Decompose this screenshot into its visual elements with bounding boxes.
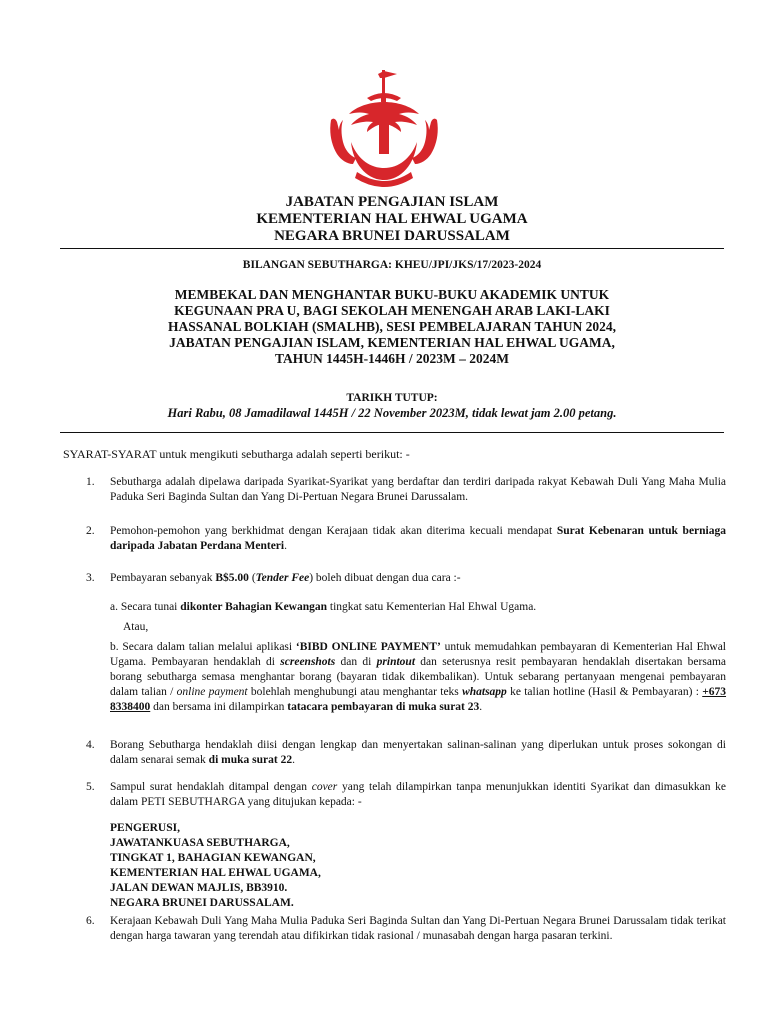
title-line: TAHUN 1445H-1446H / 2023M – 2024M (274, 351, 510, 366)
address-line: JAWATANKUASA SEBUTHARGA, (110, 837, 290, 849)
address-line: PENGERUSI, (110, 822, 180, 834)
brunei-crest-icon (323, 68, 445, 190)
closing-date-label: TARIKH TUTUP: (346, 392, 438, 404)
item-text: Pemohon-pemohon yang berkhidmat dengan Kerajaan tidak akan diterima kecuali mendapat Surat Kebenaran untuk berniaga daripada Jabatan Perdana Menteri. (110, 525, 727, 552)
item-number: 4. (86, 739, 95, 751)
title-line: JABATAN PENGAJIAN ISLAM, KEMENTERIAN HAL EHWAL UGAMA, (169, 335, 615, 350)
permission-letter-requirement: Surat Kebenaran untuk berniaga daripada Jabatan Perdana Menteri (110, 525, 727, 552)
quotation-number: BILANGAN SEBUTHARGA: KHEU/JPI/JKS/17/2023-2024 (242, 259, 542, 271)
address-line: NEGARA BRUNEI DARUSSALAM. (110, 897, 294, 909)
address-line: TINGKAT 1, BAHAGIAN KEWANGAN, (110, 852, 316, 864)
item-text: Kerajaan Kebawah Duli Yang Maha Mulia Paduka Seri Baginda Sultan dan Yang Di-Pertuan Negara Brunei Darussalam tidak terikat dengan harga tawaran yang terendah atau difikirkan tidak rasional / munasabah dengan harga pasaran terkini. (110, 915, 726, 942)
condition-item-2 (86, 524, 726, 554)
header-line-1: JABATAN PENGAJIAN ISLAM (285, 194, 499, 210)
closing-date-value: Hari Rabu, 08 Jamadilawal 1445H / 22 November 2023M, tidak lewat jam 2.00 petang. (167, 406, 617, 420)
hotline-number: +673 8338400 (110, 686, 727, 713)
title-line: HASSANAL BOLKIAH (SMALHB), SESI PEMBELAJARAN TAHUN 2024, (167, 319, 617, 334)
tender-fee-amount: B$5.00 (215, 572, 249, 584)
payment-option-online: b. Secara dalam talian melalui aplikasi ‘BIBD ONLINE PAYMENT’ untuk memudahkan pembayaran di Kementerian Hal Ehwal Ugama. Pembayaran hendaklah di screenshots dan di printout dan seterusnya resit pembayaran hendaklah disertakan bersama borang sebutharga semasa menghantar borang (bayaran tidak dikembalikan). Untuk sebarang pertanyaan mengenai pembayaran dalam talian / online payment bolehlah menghubungi atau menghantar teks whatsapp ke talian hotline (Hasil & Pembayaran) : +673 8338400 dan bersama ini dilampirkan tatacara pembayaran di muka surat 23. (110, 641, 727, 713)
header-divider (60, 248, 724, 249)
item-number: 6. (86, 915, 95, 927)
item-text: Borang Sebutharga hendaklah diisi dengan lengkap dan menyertakan salinan-salinan yang diperlukan untuk proses sokongan di dalam senarai semak di muka surat 22. (110, 739, 726, 766)
condition-item-4 (86, 738, 726, 768)
conditions-intro: SYARAT-SYARAT untuk mengikuti sebutharga adalah seperti berikut: - (63, 447, 410, 461)
address-line: KEMENTERIAN HAL EHWAL UGAMA, (110, 867, 321, 879)
item-number: 5. (86, 781, 95, 793)
header-line-3: NEGARA BRUNEI DARUSSALAM (274, 228, 510, 244)
document-title (100, 287, 684, 367)
item-text: Pembayaran sebanyak B$5.00 (Tender Fee) boleh dibuat dengan dua cara :- (110, 572, 461, 584)
payment-option-cash: a. Secara tunai dikonter Bahagian Kewangan tingkat satu Kementerian Hal Ehwal Ugama. (110, 601, 537, 613)
payment-or-label: Atau, (123, 621, 149, 633)
item-number: 2. (86, 525, 95, 537)
item-text: Sebutharga adalah dipelawa daripada Syarikat-Syarikat yang berdaftar dan terdiri daripada rakyat Kebawah Duli Yang Maha Mulia Paduka Seri Baginda Sultan dan Yang Di-Pertuan Negara Brunei Darussalam. (110, 476, 726, 503)
department-header (60, 194, 724, 245)
tender-box-address (110, 821, 321, 911)
item-text: Sampul surat hendaklah ditampal dengan cover yang telah dilampirkan tanpa menunjukkan identiti Syarikat dan dimasukkan ke dalam PETI SEBUTHARGA yang ditujukan kepada: - (110, 781, 726, 808)
title-line: MEMBEKAL DAN MENGHANTAR BUKU-BUKU AKADEMIK UNTUK (174, 287, 610, 302)
condition-item-3 (86, 571, 726, 586)
condition-item-6 (86, 914, 726, 944)
header-line-2: KEMENTERIAN HAL EHWAL UGAMA (256, 211, 528, 227)
condition-item-1 (86, 475, 726, 505)
title-line: KEGUNAAN PRA U, BAGI SEKOLAH MENENGAH ARAB LAKI-LAKI (174, 303, 610, 318)
condition-item-5 (86, 780, 726, 810)
closing-date-divider (60, 432, 724, 433)
item-number: 3. (86, 572, 95, 584)
address-line: JALAN DEWAN MAJLIS, BB3910. (110, 882, 288, 894)
item-number: 1. (86, 476, 95, 488)
